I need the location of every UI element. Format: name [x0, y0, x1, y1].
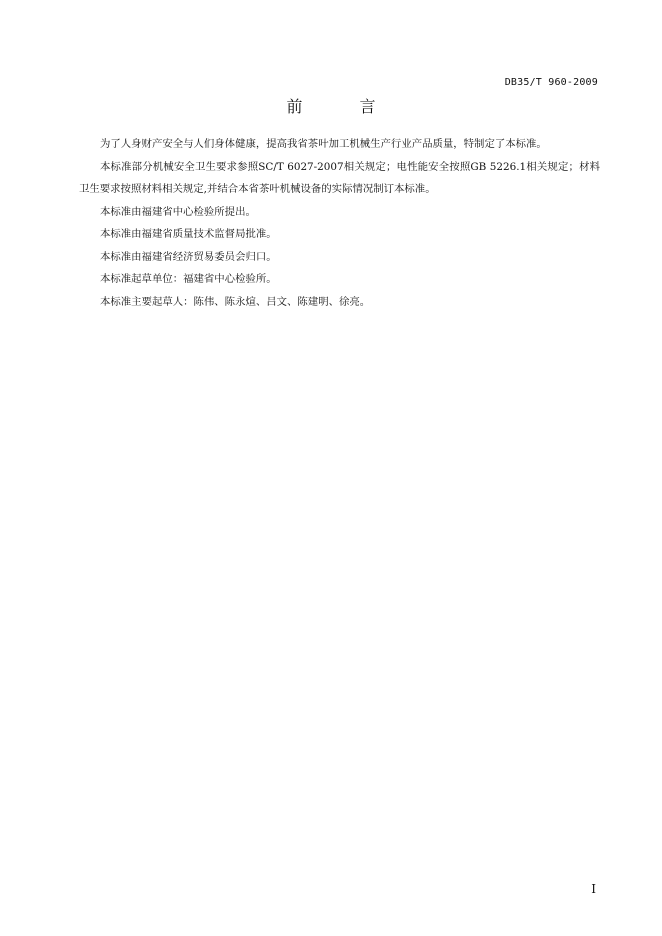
- section-title: 前 言: [286, 97, 402, 116]
- paragraph-drafting-unit: 本标准起草单位：福建省中心检验所。: [100, 273, 277, 285]
- paragraph-centralized-unit: 本标准由福建省经济贸易委员会归口。: [100, 250, 277, 263]
- paragraph-purpose: 为了人身财产安全与人们身体健康，提高我省茶叶加工机械生产行业产品质量，特制定了本标准。: [100, 138, 547, 150]
- page-number: I: [591, 882, 596, 896]
- paragraph-proposer: 本标准由福建省中心检验所提出。: [100, 205, 256, 218]
- preface-body: [79, 133, 600, 313]
- paragraph-approver: 本标准由福建省质量技术监督局批准。: [100, 228, 277, 240]
- document-code: DB35/T 960-2009: [504, 77, 598, 88]
- paragraph-drafters: 本标准主要起草人：陈伟、陈永煊、吕文、陈建明、徐亮。: [100, 295, 371, 308]
- paragraph-references: 本标准部分机械安全卫生要求参照SC/T 6027-2007相关规定；电性能安全按照GB 5226.1相关规定；材料卫生要求按照材料相关规定,并结合本省茶叶机械设备的实际情况制订本标准。: [79, 160, 600, 195]
